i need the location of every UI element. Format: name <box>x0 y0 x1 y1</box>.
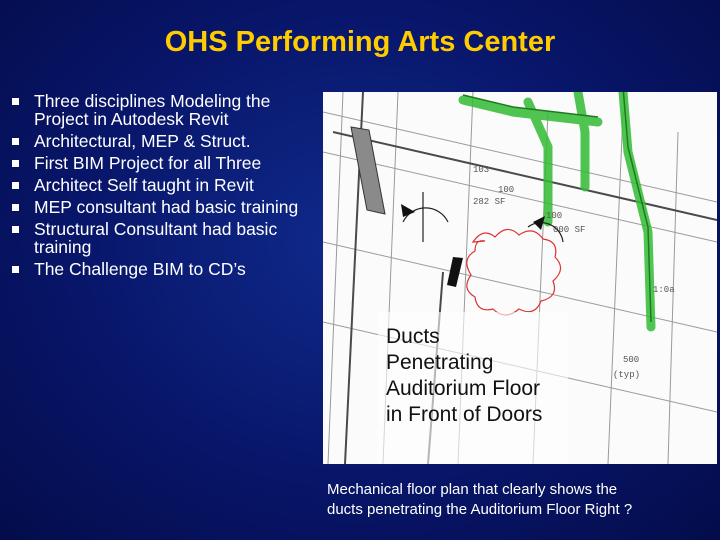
square-bullet-icon <box>12 182 19 189</box>
square-bullet-icon <box>12 266 19 273</box>
square-bullet-icon <box>12 204 19 211</box>
bullet-text: Architectural, MEP & Struct. <box>34 131 251 151</box>
bullet-text: The Challenge BIM to CD’s <box>34 259 246 279</box>
svg-text:103: 103 <box>473 165 490 175</box>
plan-overlay-line: in Front of Doors <box>386 403 543 426</box>
square-bullet-icon <box>12 98 19 105</box>
bullet-list <box>8 92 320 282</box>
bullet-text: First BIM Project for all Three <box>34 153 262 173</box>
caption-line: Mechanical floor plan that clearly shows the <box>327 481 618 498</box>
bullet-item <box>8 220 320 256</box>
bullet-text: Architect Self taught in Revit <box>34 175 254 195</box>
square-bullet-icon <box>12 138 19 145</box>
bullet-text: MEP consultant had basic training <box>34 197 299 217</box>
image-caption <box>327 480 717 520</box>
svg-text:1:0a: 1:0a <box>653 285 675 295</box>
bullet-item <box>8 92 320 128</box>
bullet-item <box>8 198 320 216</box>
svg-text:100: 100 <box>498 185 515 195</box>
svg-text:282 SF: 282 SF <box>473 197 506 207</box>
mechanical-floor-plan-image <box>323 92 717 464</box>
square-bullet-icon <box>12 160 19 167</box>
bullet-item <box>8 176 320 194</box>
svg-text:100: 100 <box>546 211 563 221</box>
bullet-item <box>8 260 320 278</box>
svg-text:(typ): (typ) <box>613 370 641 380</box>
svg-text:500: 500 <box>623 355 640 365</box>
caption-line: ducts penetrating the Auditorium Floor Right ? <box>327 501 633 518</box>
bullet-text: Structural Consultant had basic training <box>34 219 278 257</box>
svg-text:000 SF: 000 SF <box>553 225 586 235</box>
slide-title: OHS Performing Arts Center <box>164 26 556 58</box>
plan-overlay-line: Auditorium Floor <box>386 377 541 400</box>
square-bullet-icon <box>12 226 19 233</box>
bullet-text: Three disciplines Modeling the Project in Autodesk Revit <box>34 91 271 129</box>
plan-overlay-label <box>386 324 542 428</box>
plan-overlay-line: Penetrating <box>386 351 494 374</box>
plan-overlay-line: Ducts <box>386 325 440 348</box>
bullet-item <box>8 154 320 172</box>
bullet-item <box>8 132 320 150</box>
